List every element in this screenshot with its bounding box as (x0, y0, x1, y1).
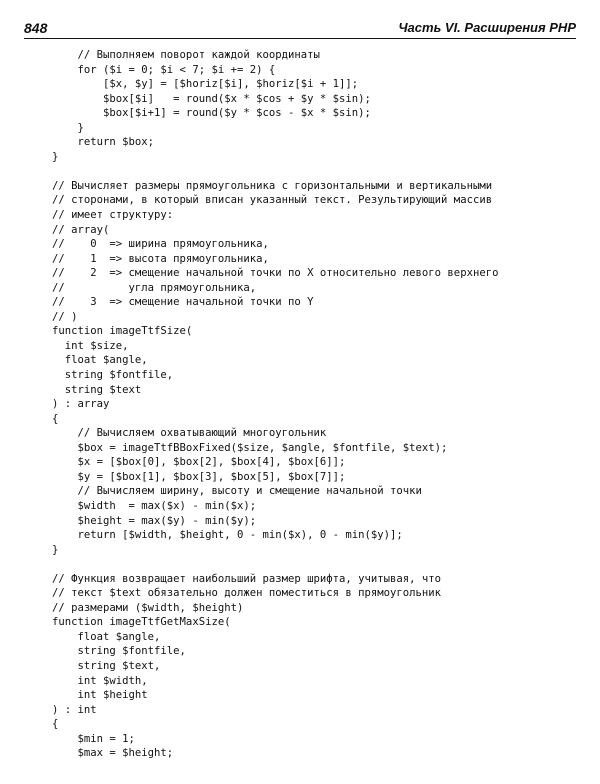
code-line: // 2 => смещение начальной точки по X относительно левого верхнего (52, 267, 499, 280)
code-line (52, 557, 582, 572)
code-line: // текст $text обязательно должен поместиться в прямоугольник (52, 587, 442, 600)
page-number: 848 (24, 20, 48, 36)
code-listing (52, 48, 582, 761)
code-line: $min = 1; (52, 732, 135, 745)
code-line: // размерами ($width, $height) (52, 601, 244, 614)
code-line (52, 164, 582, 179)
code-line: { (52, 412, 59, 425)
code-line: int $height (52, 689, 148, 702)
header-rule (24, 38, 576, 39)
code-line: string $fontfile, (52, 645, 186, 658)
code-line: float $angle, (52, 630, 161, 643)
code-line: string $text (52, 383, 142, 396)
code-line: $max = $height; (52, 747, 174, 760)
page-header (24, 18, 576, 40)
code-line: // Функция возвращает наибольший размер шрифта, учитывая, что (52, 572, 442, 585)
code-line: $y = [$box[1], $box[3], $box[5], $box[7]]; (52, 470, 346, 483)
code-line: // 3 => смещение начальной точки по Y (52, 296, 314, 309)
code-line: function imageTtfGetMaxSize( (52, 616, 231, 629)
code-line: // 1 => высота прямоугольника, (52, 252, 269, 265)
code-line: // array( (52, 223, 110, 236)
code-line: $width = max($x) - min($x); (52, 499, 257, 512)
code-line: // сторонами, в который вписан указанный текст. Результирующий массив (52, 194, 493, 207)
code-line: $x = [$box[0], $box[2], $box[4], $box[6]]; (52, 456, 346, 469)
code-line: function imageTtfSize( (52, 325, 193, 338)
code-line: $height = max($y) - min($y); (52, 514, 257, 527)
code-line: // Вычисляем охватывающий многоугольник (52, 427, 327, 440)
code-line: // Вычисляет размеры прямоугольника с горизонтальными и вертикальными (52, 179, 493, 192)
code-line: // ) (52, 310, 78, 323)
code-line: { (52, 718, 59, 731)
code-line: // угла прямоугольника, (52, 281, 257, 294)
code-line: int $width, (52, 674, 148, 687)
code-line: ) : array (52, 398, 110, 411)
code-line: ) : int (52, 703, 97, 716)
code-line: $box[$i] = round($x * $cos + $y * $sin); (52, 92, 371, 105)
code-line: float $angle, (52, 354, 148, 367)
code-line: return $box; (52, 136, 155, 149)
code-line: // имеет структуру: (52, 209, 174, 222)
code-line: $box = imageTtfBBoxFixed($size, $angle, $fontfile, $text); (52, 441, 448, 454)
code-line: [$x, $y] = [$horiz[$i], $horiz[$i + 1]]; (52, 78, 359, 91)
code-line: // 0 => ширина прямоугольника, (52, 238, 269, 251)
code-line: // Выполняем поворот каждой координаты (52, 49, 320, 61)
code-line: return [$width, $height, 0 - min($x), 0 - min($y)]; (52, 529, 403, 542)
code-line: int $size, (52, 339, 129, 352)
code-line: string $fontfile, (52, 369, 174, 382)
code-line: $box[$i+1] = round($y * $cos - $x * $sin); (52, 107, 371, 120)
code-line: // Вычисляем ширину, высоту и смещение начальной точки (52, 485, 422, 498)
code-line: string $text, (52, 659, 161, 672)
chapter-title: Часть VI. Расширения PHP (398, 20, 576, 35)
code-line: } (52, 121, 84, 134)
code-line: for ($i = 0; $i < 7; $i += 2) { (52, 63, 276, 76)
code-line: } (52, 150, 59, 163)
code-line: } (52, 543, 59, 556)
